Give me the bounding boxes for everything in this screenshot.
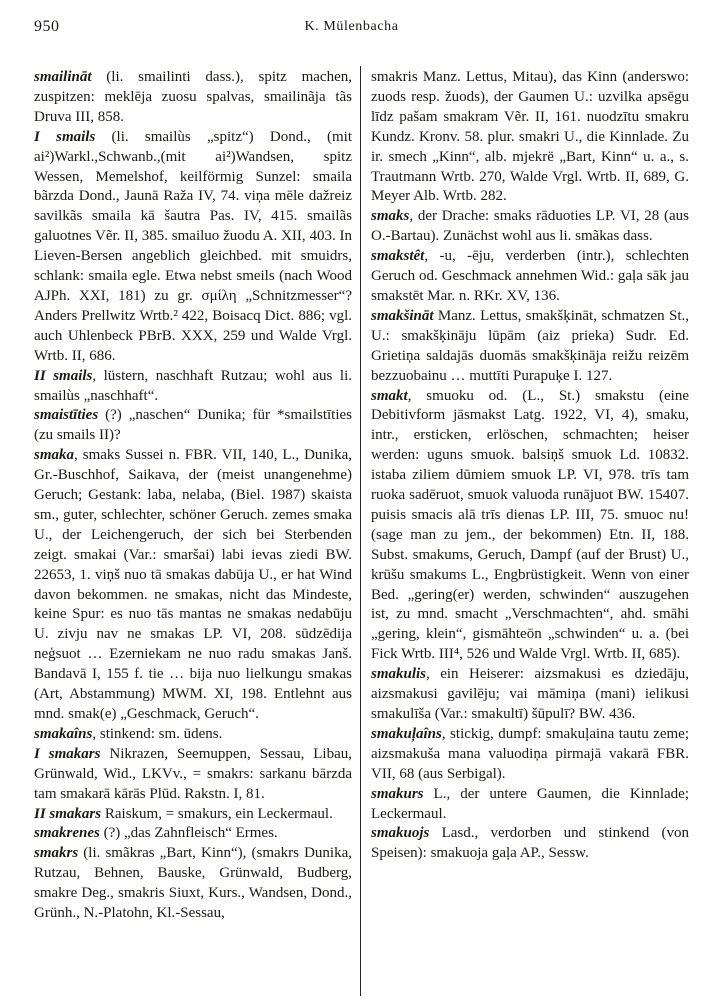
column-divider [360,66,361,996]
entry-text: L., der untere Gaumen, die Kinnlade; Leckermaul. [371,785,689,822]
dictionary-entry [34,745,352,805]
dictionary-entry [371,665,689,725]
dictionary-entry [371,387,689,666]
entry-text: , stickig, dumpf: smakuļaina tautu zeme; aizsmakuša mana valuodiņa pirmajā vakarā FBR. VII, 68 (aus Serbigal). [371,725,689,782]
entry-text: , stinkend: sm. ūdens. [92,725,223,742]
dictionary-entry [371,785,689,825]
entry-headword: I smails [34,128,96,145]
entry-text: Lasd., verdorben und stinkend (von Speisen): smakuoja gaļa AP., Sessw. [371,825,689,862]
entry-headword: smakstêt [371,248,425,265]
entry-headword: smakurs [371,785,424,802]
dictionary-entry [371,725,689,785]
entry-text: , smaks Sussei n. FBR. VII, 140, L., Dunika, Gr.-Buschhof, Saikava, der (meist unangenehme) Geruch; Gestank: laba, nelaba, (Biel. 1987) skaista sm., guter, schlechter, schöner Geruch. zemes smaka U., der Leichengeruch, der sich bei Sterbenden zeigt. smakai (Var.: smaršai) labi ievas ziedi BW. 22653, 1. viņš nuo tā smakas dabūja U., er hat Wind davon bekommen. ne smakas, nicht das Mindeste, keine Spur: es nuo tās mantas ne smakas nedabūju U. zivju nav ne smakas LP. VI, 208. sūdzēdija neģsuot … Ezerniekam ne nuo radu smakas Janš. Bandavā I, 155 f. tie … bija nuo lielkungu smakas (Art, Abstammung) MWM. XI, 198. Entlehnt aus mnd. smak(e) „Geschmack, Geruch“. [34,447,352,722]
dictionary-entry [34,446,352,725]
entry-text: (li. smailinti dass.), spitz machen, zuspitzen: meklēja zuosu spalvas, smailinãja tãs Druva III, 858. [34,69,352,125]
dictionary-entry [34,367,352,407]
entry-headword: smailināt [34,69,92,85]
entry-text: , -u, -ēju, verderben (intr.), schlechten Geruch od. Geschmack annehmen Wid.: gaļa sāk jau smakstēt Mar. n. RKr. XV, 136. [371,248,689,304]
dictionary-entry [34,824,352,844]
entry-headword: smakuļaîns [371,725,442,742]
entry-headword: I smakars [34,745,101,762]
right-column [371,68,689,998]
page-header [34,12,669,38]
entry-text: Raiskum, = smakurs, ein Leckermaul. [101,805,333,822]
entry-headword: smakulis [371,666,427,683]
entry-headword: smakuojs [371,825,430,842]
entry-headword: smaistīties [34,407,99,424]
entry-headword: smaks [371,208,410,225]
entry-headword: II smails [34,367,93,384]
entry-text: , ein Heiserer: aizsmakusi es dziedāju, aizsmakusi gavilēju; vai māmiņa (mani) ielikusi smakulīša (Var.: smakultī) šūpulī? BW. 436. [371,666,689,722]
dictionary-entry [34,844,352,924]
dictionary-entry [371,247,689,307]
entry-headword: smakt [371,387,408,404]
entry-headword: smakrs [34,845,79,862]
entry-headword: smakrenes [34,825,100,842]
entry-text: , der Drache: smaks rāduoties LP. VI, 28 (aus O.-Bartau). Zunächst wohl aus li. smãkas dass. [371,208,689,245]
entry-headword: smakšināt [371,307,434,324]
dictionary-entry [371,824,689,864]
entry-text: smakris Manz. Lettus, Mitau), das Kinn (anderswo: zuods resp. žuods), der Gaumen U.: uzvilka apsēgu līdz pašam smakram Vẽr. II, 161. nuodzītu smakru Kundz. Kronv. 58. plur. smakri U., die Kinnlade. Zu ir. smech „Kinn“, alb. mjekrë „Bart, Kinn“ u. a., s. Trautmann Wrtb. 270, Walde Vrgl. Wrtb. II, 689, G. Meyer Alb. Wrtb. 282. [371,69,689,205]
entry-text: Nikrazen, Seemuppen, Sessau, Libau, Grünwald, Wid., LKVv., = smakrs: sarkanu bārzda tam smakarā kārās Plūd. Rakstn. I, 81. [34,745,352,802]
entry-headword: II smakars [34,805,102,822]
dictionary-entry [34,406,352,446]
page-number: 950 [34,18,60,35]
left-column [34,68,352,998]
entry-text: , smuoku od. (L., St.) smakstu (eine Debitivform jāsmakst Latg. 1922, VI, 4), smaku, intr., ersticken, erlöschen, schmachten; heiser werden: uguns smuok. balsiņš smuok Ld. 10832. istaba ziliem dūmiem smuok LP. VI, 978. trīs tam ruoka sadēruot, smuok valuoda runājuot BW. 15407. puisis smacis alā trīs dienas LP. III, 75. smuoc nu! (sage man zu jem., der bekommen) Etn. II, 188. Subst. smakums, Geruch, Dampf (auf der Brust) U., krūšu smakums L., Engbrüstigkeit. Wenn von einer Bed. „gering(er) werden, schwinden“ auszugehen ist, zu mnd. smacht „Verschmachten“, ahd. smāhi „gering, klein“, gismāhteōn „schwinden“ u. a. (bei Fick Wrtb. III⁴, 526 und Walde Vrgl. Wrtb. II, 685). [371,387,689,663]
dictionary-entry [34,725,352,745]
running-title: K. Mülenbacha [304,19,399,34]
dictionary-entry [34,805,352,825]
dictionary-entry [371,207,689,247]
entry-headword: smaka [34,447,75,464]
entry-text: (?) „naschen“ Dunika; für *smailstīties (zu smails II)? [34,407,352,444]
entry-text: (?) „das Zahnfleisch“ Ermes. [99,825,278,842]
entry-text: (li. smãkras „Bart, Kinn“), (smakrs Dunika, Rutzau, Behnen, Bauske, Grünwald, Budberg, smakre Deg., smakris Siuxt, Kurs., Wandsen, Dond., Grünh., N.-Platohn, Kl.-Sessau, [34,845,352,922]
dictionary-entry [34,68,352,128]
entry-text: Manz. Lettus, smakšķināt, schmatzen St., U.: smakšķināju lūpām (aiz prieka) Sudr. Ed. Grietiņa saldajās duomās smakšķināja reižu reizēm bezzuobainu … muttīti Purapuķe I. 127. [371,307,689,384]
dictionary-entry [34,128,352,367]
dictionary-entry [371,307,689,387]
entry-text: , lüstern, naschhaft Rutzau; wohl aus li. smailùs „naschhaft“. [34,367,352,404]
entry-headword: smakaîns [34,725,93,742]
entry-text: (li. smailùs „spitz“) Dond., (mit ai²)Warkl.,Schwanb.,(mit ai²)Wandsen, spitz Wessen, Memelshof, keilförmig Sunzel: smaila bãrzda Dond., Jaunā Raža IV, 74. viņa mēle dažreiz savilkãs smaila kā šautra Pas. IV, 415. smailãs galuotnes Vẽr. II, 385. smailuo žuodu A. XII, 403. In Lieven-Bersen angeblich gleichbed. mit smuidrs, schlank: smaila egle. Etwa nebst smeils (nach Wood AJPh. XXI, 181) zu gr. σμίλη „Schnitzmesser“? Anders Prellwitz Wrtb.² 422, Boisacq Dict. 886; vgl. auch Uhlenbeck PBrB. XXX, 259 und Walde Vrgl. Wrtb. II, 686. [34,128,352,364]
dictionary-entry [371,68,689,207]
